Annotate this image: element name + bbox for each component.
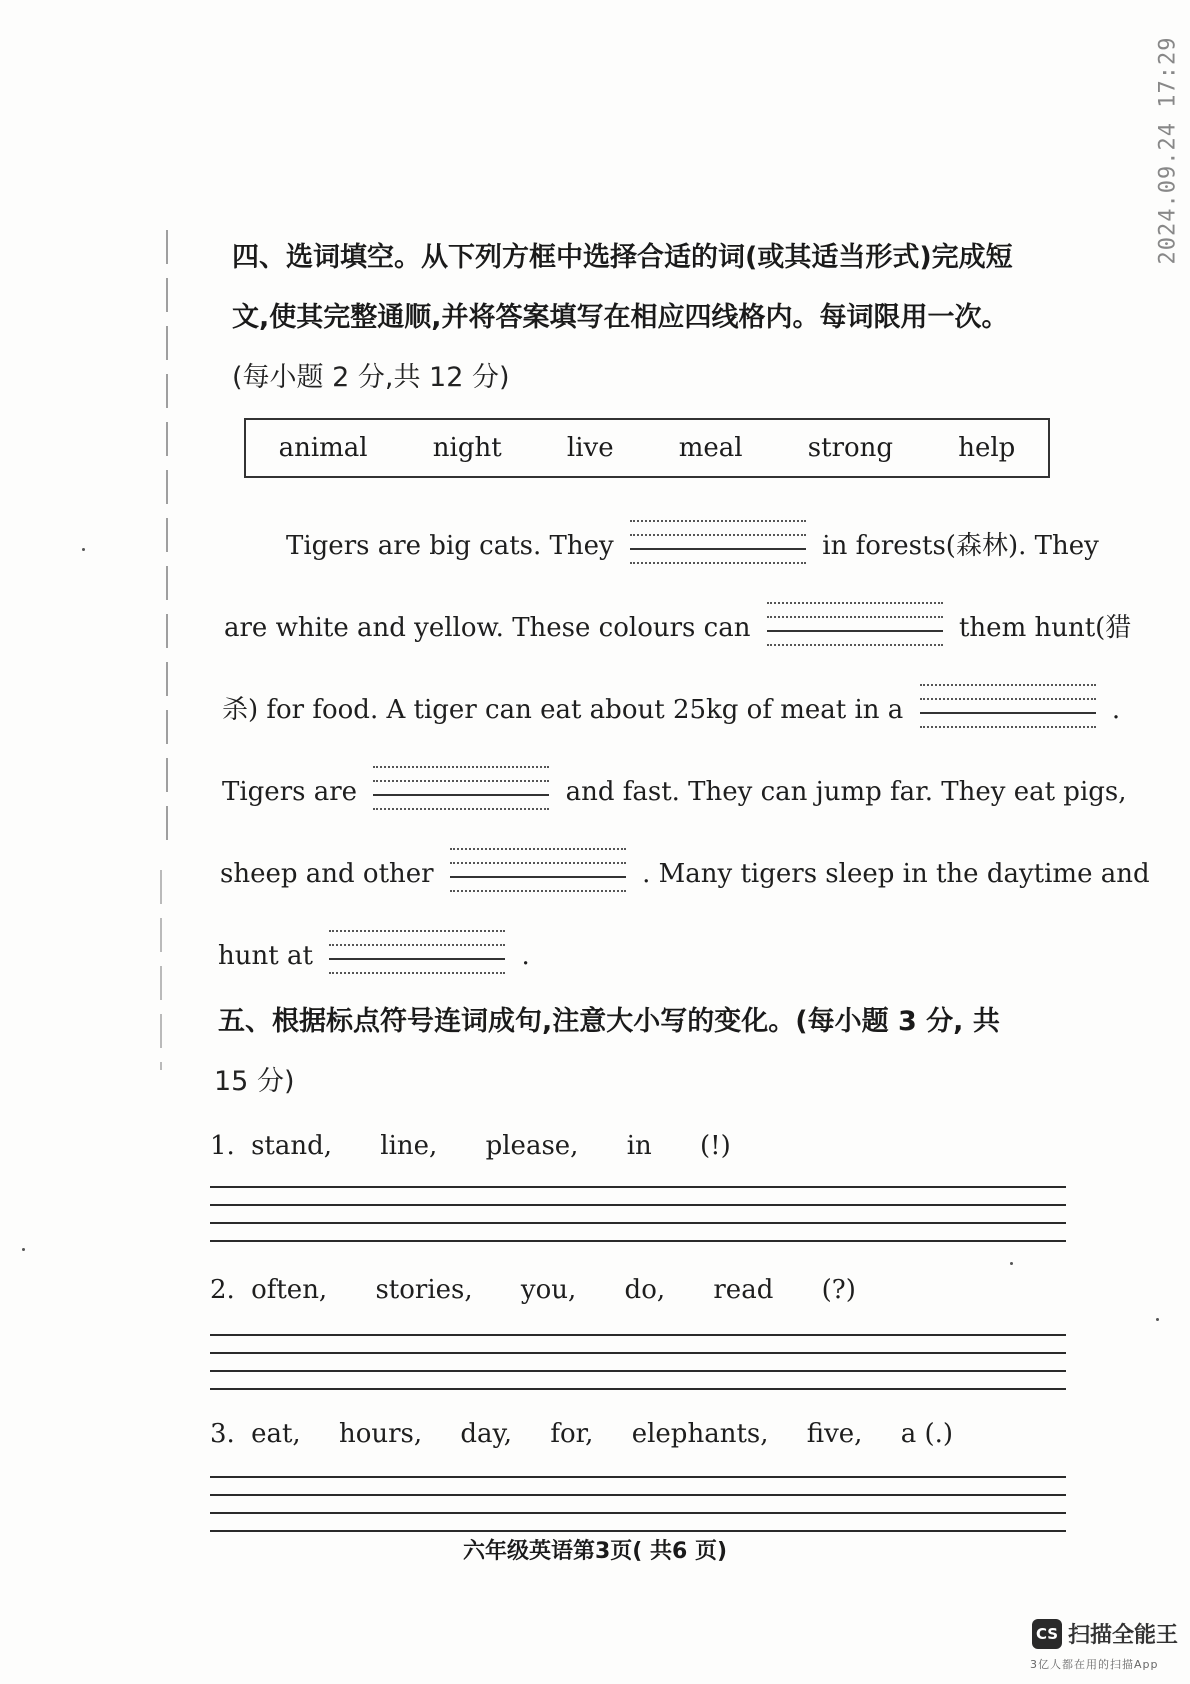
sentence-item-2: 2. often, stories, you, do, read (?) <box>210 1272 896 1308</box>
scrambled-word: do, <box>624 1275 666 1305</box>
scan-speck <box>82 548 85 551</box>
answer-blank-4[interactable] <box>373 766 549 812</box>
scrambled-word: often, <box>251 1275 328 1305</box>
answer-blank-3[interactable] <box>920 684 1096 730</box>
answer-blank-6[interactable] <box>329 930 505 976</box>
passage-line-6: hunt at . <box>218 934 530 980</box>
section5-heading-line2: 15 分) <box>214 1066 295 1097</box>
section5-heading-line1: 五、根据标点符号连词成句,注意大小写的变化。(每小题 3 分, 共 <box>218 1006 1000 1037</box>
passage-line-1: Tigers are big cats. They in forests(森林). They <box>286 524 1099 570</box>
word-bank-item: strong <box>807 433 894 463</box>
scanner-app-logo <box>1032 1618 1178 1649</box>
scan-speck <box>1156 1318 1159 1321</box>
answer-four-lines-1[interactable] <box>210 1186 1066 1240</box>
scanner-app-name: 扫描全能王 <box>1068 1623 1179 1648</box>
answer-blank-5[interactable] <box>450 848 626 894</box>
scrambled-word: stories, <box>375 1275 473 1305</box>
scrambled-word: read <box>713 1275 774 1305</box>
scrambled-word: elephants, <box>631 1419 769 1449</box>
word-bank-item: animal <box>278 433 368 463</box>
scrambled-word: five, <box>806 1419 863 1449</box>
word-bank-box <box>244 418 1050 478</box>
scrambled-word: please, <box>485 1131 579 1161</box>
binding-margin-line <box>166 230 168 850</box>
section4-points: (每小题 2 分,共 12 分) <box>232 362 510 393</box>
scan-timestamp: 2024.09.24 17:29 <box>1155 36 1181 264</box>
binding-margin-line-lower <box>160 870 162 1070</box>
passage-line-2: are white and yellow. These colours can them hunt(猎 <box>224 606 1131 652</box>
sentence-item-1: 1. stand, line, please, in (!) <box>210 1128 771 1164</box>
answer-four-lines-2[interactable] <box>210 1334 1066 1388</box>
scrambled-word: eat, <box>251 1419 301 1449</box>
scrambled-word: (?) <box>821 1275 856 1305</box>
scrambled-word: a (.) <box>900 1419 954 1449</box>
section4-heading-line1: 四、选词填空。从下列方框中选择合适的词(或其适当形式)完成短 <box>232 242 1013 273</box>
scrambled-word: day, <box>460 1419 513 1449</box>
scan-speck <box>1010 1262 1013 1265</box>
word-bank-item: live <box>566 433 614 463</box>
scrambled-word: (!) <box>700 1131 731 1161</box>
section4-heading-line2: 文,使其完整通顺,并将答案填写在相应四线格内。每词限用一次。 <box>232 302 1009 333</box>
answer-blank-1[interactable] <box>630 520 806 566</box>
scrambled-word: stand, <box>251 1131 333 1161</box>
page-footer: 六年级英语第3页( 共6 页) <box>462 1539 728 1564</box>
passage-line-4: Tigers are and fast. They can jump far. They eat pigs, <box>222 770 1127 816</box>
scan-speck <box>22 1248 25 1251</box>
word-bank-item: night <box>432 433 502 463</box>
scrambled-word: line, <box>380 1131 438 1161</box>
passage-line-3: 杀) for food. A tiger can eat about 25kg of meat in a . <box>222 688 1120 734</box>
cs-logo-icon: CS <box>1032 1619 1062 1649</box>
sentence-item-3: 3. eat, hours, day, for, elephants, five, a (.) <box>210 1416 953 1452</box>
word-bank-item: meal <box>678 433 743 463</box>
scrambled-word: for, <box>550 1419 594 1449</box>
passage-line-5: sheep and other . Many tigers sleep in the daytime and <box>220 852 1150 898</box>
scanner-app-tagline: 3亿人都在用的扫描App <box>1030 1658 1159 1671</box>
scrambled-word: in <box>626 1131 652 1161</box>
answer-blank-2[interactable] <box>767 602 943 648</box>
word-bank-item: help <box>958 433 1016 463</box>
scrambled-word: hours, <box>338 1419 423 1449</box>
scrambled-word: you, <box>520 1275 577 1305</box>
answer-four-lines-3[interactable] <box>210 1476 1066 1530</box>
